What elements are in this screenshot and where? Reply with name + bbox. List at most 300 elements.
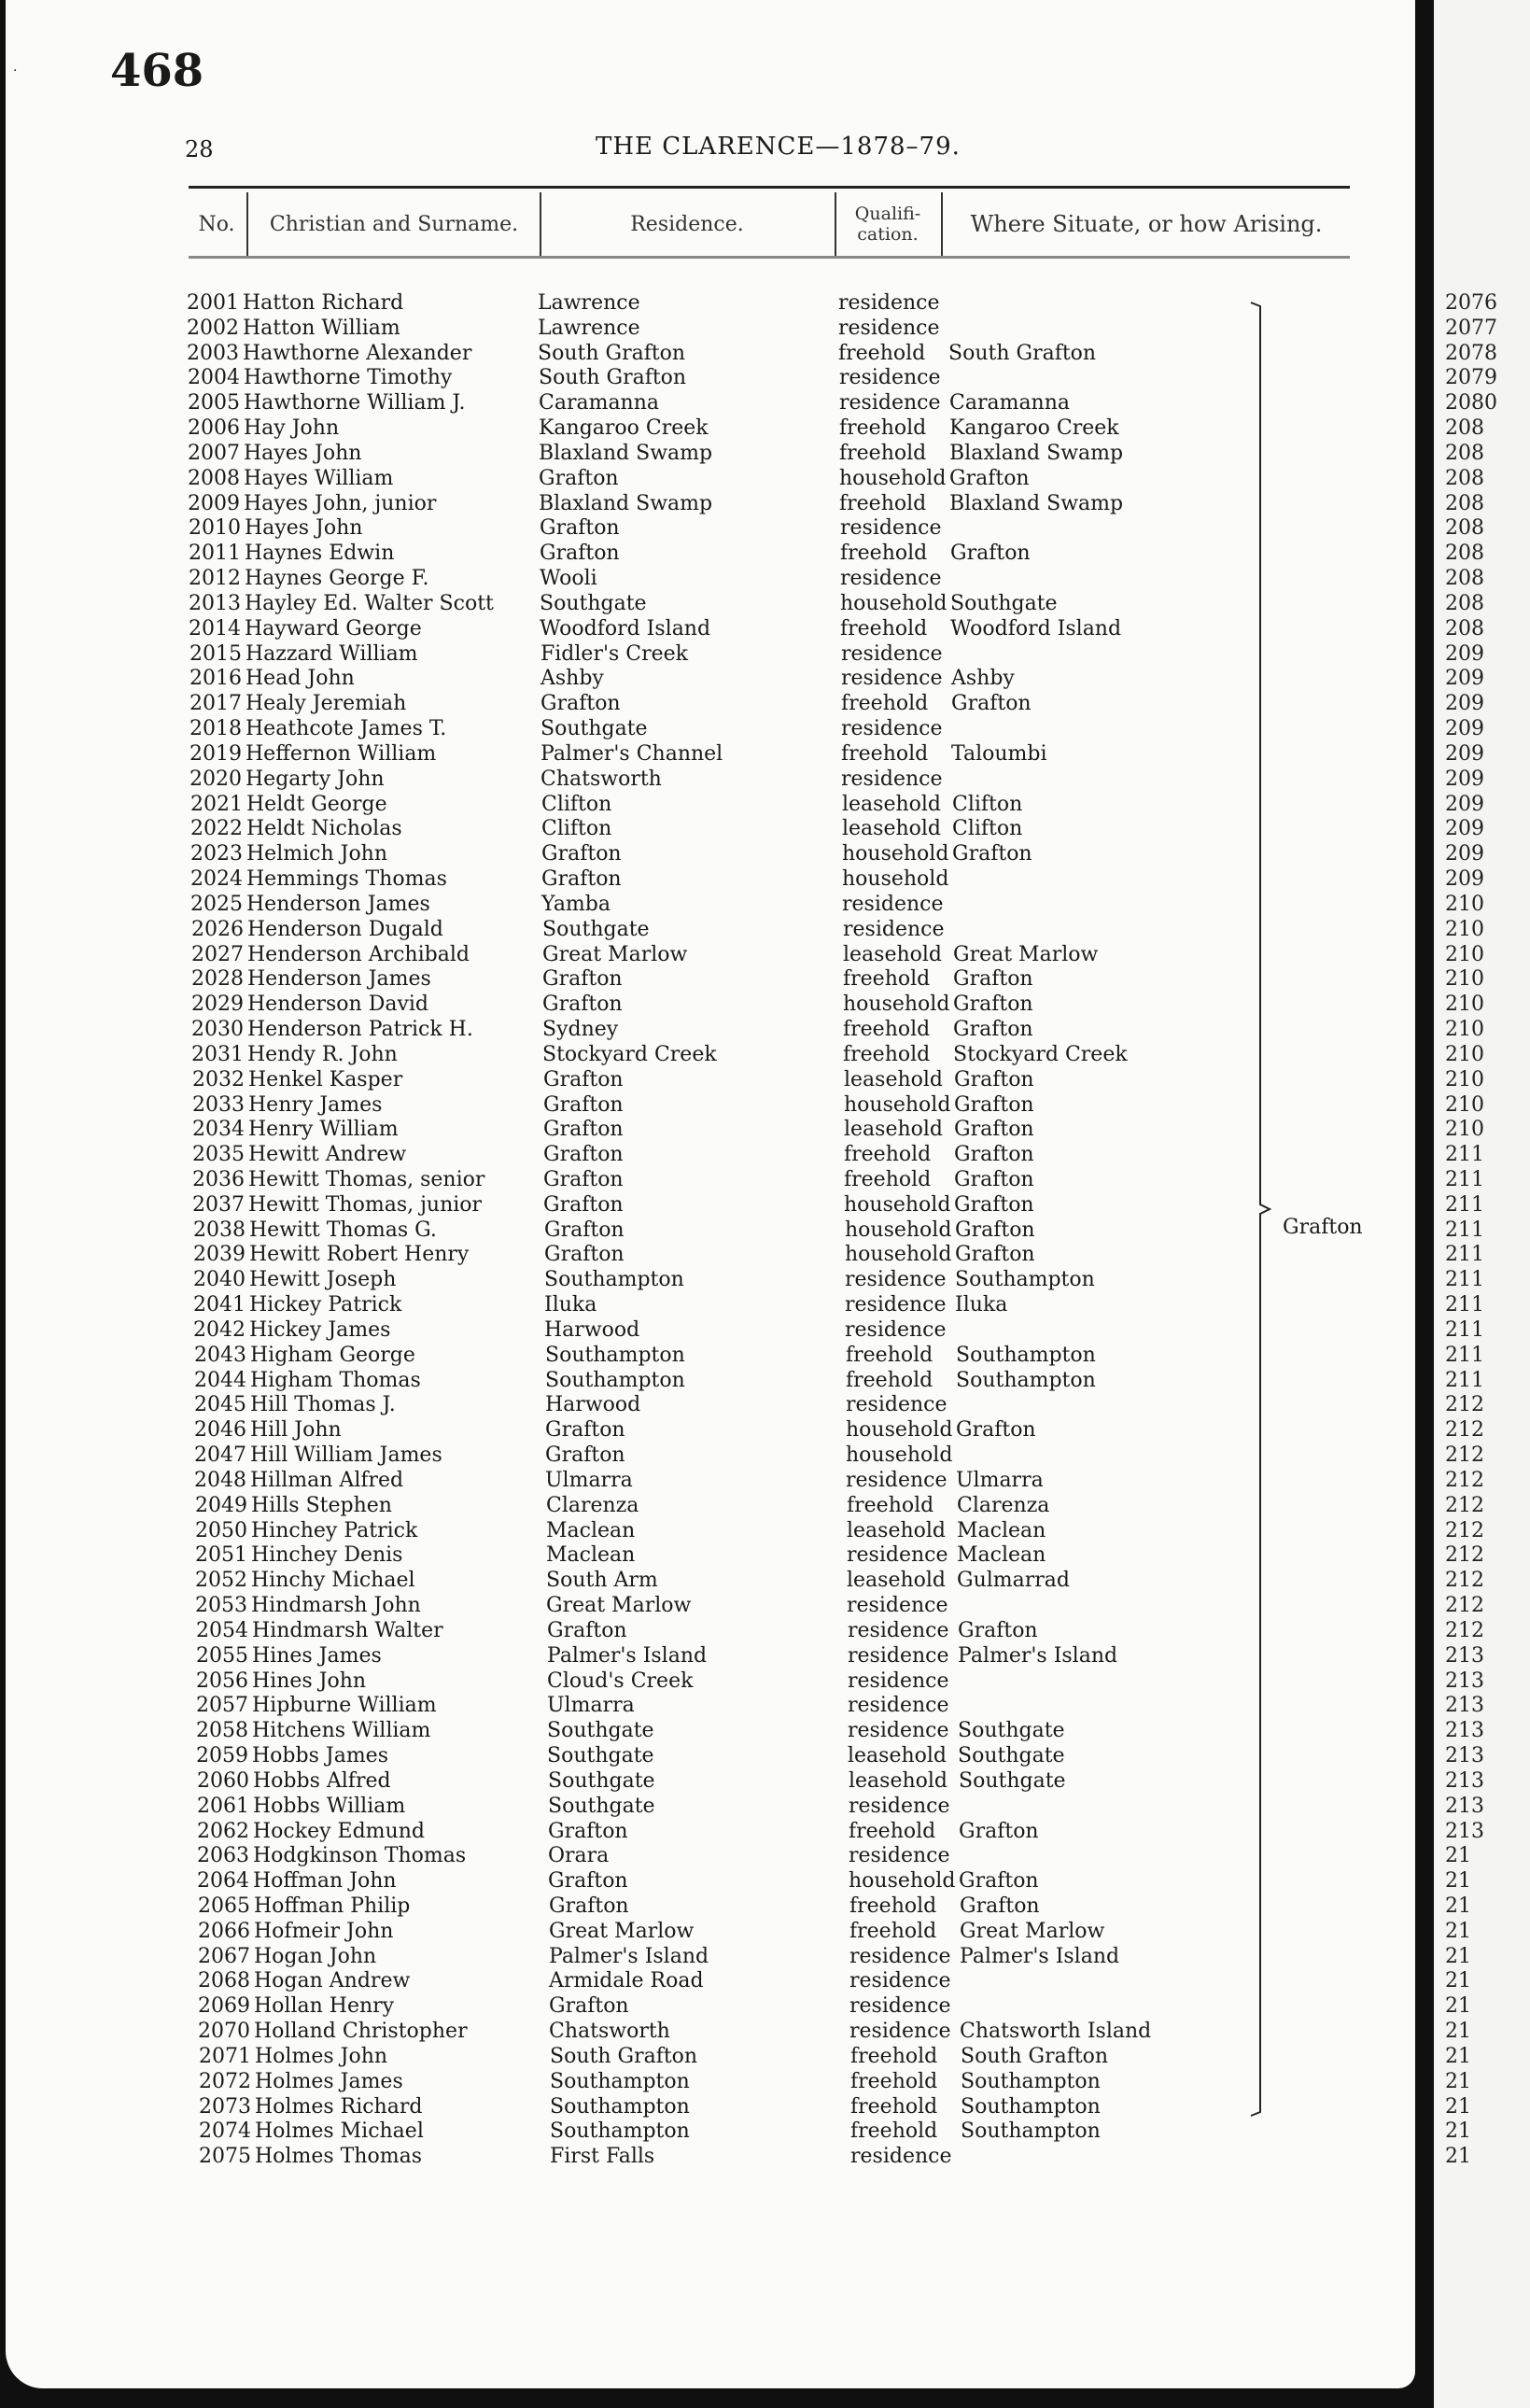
row-name: Hines James <box>252 1643 382 1668</box>
facing-page-number: 209 <box>1445 692 1484 716</box>
row-name: Hill William James <box>250 1443 442 1468</box>
row-residence: Chatsworth <box>540 767 662 791</box>
row-residence: Grafton <box>543 1143 624 1167</box>
row-qualification: residence <box>847 1543 948 1568</box>
table-row <box>6 1519 1406 1544</box>
row-name: Hayward George <box>245 616 422 641</box>
row-name: Holmes Richard <box>255 2094 423 2119</box>
row-residence: South Grafton <box>550 2044 698 2068</box>
register-page <box>6 0 1415 2388</box>
row-residence: Palmer's Channel <box>540 741 723 766</box>
row-number: 2035 <box>192 1143 245 1167</box>
table-row <box>6 1369 1406 1394</box>
facing-page-number: 21 <box>1445 1969 1471 1993</box>
row-name: Hendy R. John <box>247 1042 398 1066</box>
table-row <box>6 918 1406 943</box>
row-name: Hewitt Joseph <box>249 1268 397 1292</box>
row-qualification: household <box>842 867 949 892</box>
row-number: 2032 <box>192 1067 245 1091</box>
row-residence: Grafton <box>541 867 622 892</box>
facing-page-number: 208 <box>1445 542 1484 566</box>
table-row <box>6 2095 1406 2120</box>
table-row <box>6 1143 1406 1168</box>
facing-page-number: 21 <box>1445 1844 1471 1868</box>
table-row <box>6 516 1406 542</box>
row-number: 2020 <box>189 767 242 791</box>
row-number: 2023 <box>190 842 243 866</box>
facing-page-number: 212 <box>1445 1443 1484 1468</box>
row-name: Hill John <box>250 1418 342 1443</box>
table-row <box>6 642 1406 668</box>
row-name: Henderson Dugald <box>247 917 443 941</box>
row-residence: Grafton <box>543 1167 624 1191</box>
row-where-situate: Grafton <box>954 1118 1034 1142</box>
row-qualification: household <box>849 1869 956 1894</box>
row-number: 2055 <box>196 1643 248 1668</box>
row-residence: Maclean <box>546 1518 636 1542</box>
right-brace <box>1249 301 1286 2118</box>
table-row <box>6 366 1406 391</box>
row-name: Hewitt Thomas, senior <box>248 1167 485 1191</box>
row-where-situate: Southampton <box>955 1268 1095 1292</box>
row-name: Hawthorne Timothy <box>244 366 453 390</box>
row-qualification: residence <box>841 667 943 691</box>
facing-page-number: 211 <box>1445 1343 1484 1367</box>
row-residence: First Falls <box>550 2145 655 2169</box>
row-number: 2043 <box>194 1343 246 1367</box>
row-name: Hill Thomas J. <box>250 1393 396 1417</box>
facing-page-number: 211 <box>1445 1368 1484 1392</box>
facing-page-number: 209 <box>1445 867 1484 892</box>
row-name: Hayes William <box>244 466 394 490</box>
column-header-name: Christian and Surname. <box>269 212 519 236</box>
table-row <box>6 391 1406 416</box>
row-residence: Kangaroo Creek <box>539 416 709 441</box>
table-row <box>6 717 1406 742</box>
row-name: Hinchey Patrick <box>251 1518 418 1542</box>
table-row <box>6 1669 1406 1695</box>
row-qualification: residence <box>849 1994 951 2019</box>
row-residence: Wooli <box>540 567 597 591</box>
table-row <box>6 943 1406 968</box>
row-qualification: residence <box>842 892 944 916</box>
row-qualification: freehold <box>850 2094 938 2119</box>
row-number: 2064 <box>197 1869 249 1894</box>
row-qualification: freehold <box>846 1368 933 1392</box>
facing-page-number: 21 <box>1445 1869 1471 1894</box>
row-number: 2005 <box>188 391 240 415</box>
row-qualification: freehold <box>840 542 928 566</box>
row-where-situate: Palmer's Island <box>958 1643 1118 1668</box>
row-where-situate: Grafton <box>954 1143 1034 1167</box>
row-residence: Southgate <box>540 591 647 615</box>
row-number: 2008 <box>188 466 240 490</box>
table-row <box>6 1168 1406 1193</box>
facing-page-number: 210 <box>1445 1067 1484 1091</box>
row-name: Hawthorne William J. <box>244 391 466 415</box>
row-where-situate: Grafton <box>954 1092 1034 1117</box>
facing-page-number: 209 <box>1445 717 1484 741</box>
row-number: 2071 <box>199 2044 251 2068</box>
facing-page-number: 209 <box>1445 817 1484 841</box>
row-residence: Harwood <box>544 1317 640 1342</box>
table-row <box>6 692 1406 717</box>
row-residence: Southampton <box>544 1268 684 1292</box>
row-qualification: freehold <box>843 1042 931 1066</box>
row-name: Henderson James <box>247 967 431 992</box>
row-residence: Grafton <box>543 1118 624 1142</box>
row-number: 2013 <box>189 591 241 615</box>
row-number: 2045 <box>194 1393 246 1417</box>
row-number: 2056 <box>196 1669 248 1693</box>
facing-page-number: 21 <box>1445 1944 1471 1968</box>
facing-page-number: 2080 <box>1445 391 1497 415</box>
facing-page-number: 213 <box>1445 1694 1484 1718</box>
row-residence: Southgate <box>547 1744 654 1768</box>
row-number: 2009 <box>188 491 240 515</box>
row-number: 2028 <box>191 967 244 992</box>
row-residence: Grafton <box>544 1243 625 1267</box>
table-row <box>6 1443 1406 1469</box>
row-qualification: residence <box>838 291 940 315</box>
row-number: 2003 <box>187 341 239 365</box>
row-where-situate: Southgate <box>958 1719 1065 1743</box>
facing-page-number: 209 <box>1445 641 1484 666</box>
facing-page-number: 211 <box>1445 1268 1484 1292</box>
row-residence: South Grafton <box>538 341 686 365</box>
row-qualification: residence <box>845 1268 947 1292</box>
row-name: Henry James <box>248 1092 383 1117</box>
table-row <box>6 1969 1406 1994</box>
row-name: Hofmeir John <box>254 1919 394 1943</box>
row-residence: Palmer's Island <box>547 1643 708 1668</box>
row-qualification: freehold <box>849 1819 936 1843</box>
facing-page-edge <box>1434 0 1530 2408</box>
row-where-situate: Caramanna <box>949 391 1071 415</box>
row-name: Hayes John <box>244 441 362 465</box>
row-qualification: freehold <box>839 491 927 515</box>
row-number: 2075 <box>199 2145 251 2169</box>
row-number: 2036 <box>192 1167 245 1191</box>
row-residence: Great Marlow <box>546 1594 692 1618</box>
row-residence: Grafton <box>543 1192 624 1217</box>
row-number: 2027 <box>191 942 244 966</box>
row-where-situate: Grafton <box>960 1894 1040 1918</box>
row-where-situate: Clifton <box>952 792 1023 816</box>
column-header-residence: Residence. <box>630 212 744 236</box>
table-row <box>6 1769 1406 1795</box>
row-residence: Lawrence <box>538 316 640 340</box>
row-name: Henderson James <box>246 892 430 916</box>
row-qualification: freehold <box>846 1343 933 1367</box>
row-where-situate: Blaxland Swamp <box>949 441 1124 465</box>
row-qualification: residence <box>840 516 942 541</box>
table-row <box>6 793 1406 818</box>
table-row <box>6 1795 1406 1820</box>
row-qualification: residence <box>846 1468 947 1492</box>
row-residence: Chatsworth <box>549 2020 670 2044</box>
row-number: 2038 <box>193 1218 246 1242</box>
facing-page-number: 209 <box>1445 741 1484 766</box>
table-row <box>6 1193 1406 1218</box>
row-number: 2054 <box>196 1618 248 1642</box>
row-qualification: household <box>839 466 947 490</box>
table-row <box>6 416 1406 442</box>
row-residence: Southampton <box>550 2119 690 2144</box>
row-name: Hindmarsh John <box>251 1594 421 1618</box>
facing-page-number: 210 <box>1445 1118 1484 1142</box>
row-name: Hemmings Thomas <box>246 867 447 892</box>
row-where-situate: Kangaroo Creek <box>949 416 1119 441</box>
row-where-situate: Grafton <box>953 967 1033 992</box>
row-residence: Yamba <box>541 892 611 916</box>
table-row <box>6 1894 1406 1920</box>
row-residence: Stockyard Creek <box>542 1042 717 1066</box>
table-row <box>6 1694 1406 1719</box>
row-name: Hollan Henry <box>254 1994 395 2019</box>
facing-page-number: 2076 <box>1445 291 1497 315</box>
page-number: 468 <box>110 45 204 97</box>
row-number: 2047 <box>194 1443 246 1468</box>
table-row <box>6 742 1406 767</box>
row-name: Hitchens William <box>252 1719 431 1743</box>
row-qualification: residence <box>843 917 945 941</box>
facing-page-number: 210 <box>1445 892 1484 916</box>
row-name: Holmes Thomas <box>255 2145 422 2169</box>
facing-page-number: 211 <box>1445 1243 1484 1267</box>
row-residence: Iluka <box>544 1293 597 1317</box>
row-number: 2025 <box>190 892 243 916</box>
facing-page-number: 210 <box>1445 942 1484 966</box>
facing-page-number: 210 <box>1445 967 1484 992</box>
row-number: 2001 <box>187 291 239 315</box>
facing-page-number: 21 <box>1445 2069 1471 2093</box>
row-name: Hawthorne Alexander <box>243 341 472 365</box>
facing-page-number: 21 <box>1445 2020 1471 2044</box>
row-residence: Grafton <box>539 466 619 490</box>
row-where-situate: Ashby <box>951 667 1015 691</box>
row-number: 2006 <box>188 416 240 441</box>
row-qualification: residence <box>848 1694 949 1718</box>
row-number: 2065 <box>198 1894 250 1918</box>
row-name: Hinchey Denis <box>251 1543 403 1568</box>
table-row <box>6 1118 1406 1143</box>
row-where-situate: Grafton <box>954 1192 1034 1217</box>
row-number: 2039 <box>193 1243 246 1267</box>
row-name: Healy Jeremiah <box>246 692 407 716</box>
row-qualification: household <box>846 1443 953 1468</box>
row-name: Hegarty John <box>246 767 385 791</box>
row-name: Hogan Andrew <box>254 1969 411 1993</box>
table-row <box>6 2020 1406 2045</box>
facing-page-number: 2077 <box>1445 316 1497 340</box>
row-qualification: freehold <box>844 1143 932 1167</box>
row-residence: Palmer's Island <box>549 1944 709 1968</box>
row-name: Heldt Nicholas <box>246 817 402 841</box>
row-qualification: residence <box>848 1618 949 1642</box>
row-name: Hills Stephen <box>251 1493 392 1517</box>
table-row <box>6 442 1406 467</box>
facing-page-number: 212 <box>1445 1468 1484 1492</box>
table-row <box>6 1318 1406 1344</box>
facing-page-number: 209 <box>1445 767 1484 791</box>
row-number: 2034 <box>192 1118 245 1142</box>
row-residence: Lawrence <box>538 291 640 315</box>
row-qualification: leasehold <box>847 1569 947 1593</box>
facing-page-number: 212 <box>1445 1393 1484 1417</box>
row-number: 2041 <box>193 1293 246 1317</box>
row-qualification: leasehold <box>849 1768 948 1793</box>
row-residence: Grafton <box>547 1618 627 1642</box>
facing-page-number: 209 <box>1445 842 1484 866</box>
column-header-qualification: Qualifi- cation. <box>854 204 921 245</box>
table-row <box>6 342 1406 367</box>
row-qualification: leasehold <box>843 942 943 966</box>
row-where-situate: Grafton <box>953 1018 1033 1042</box>
facing-page-number: 21 <box>1445 2094 1471 2119</box>
row-residence: Ulmarra <box>545 1468 633 1492</box>
row-number: 2073 <box>199 2094 251 2119</box>
row-name: Helmich John <box>246 842 388 866</box>
row-qualification: freehold <box>840 616 928 641</box>
facing-page-number: 210 <box>1445 1018 1484 1042</box>
table-row <box>6 1068 1406 1093</box>
table-row <box>6 1994 1406 2020</box>
row-qualification: leasehold <box>844 1118 944 1142</box>
facing-page-number: 208 <box>1445 466 1484 490</box>
row-residence: Grafton <box>540 516 620 541</box>
table-row <box>6 291 1406 317</box>
page-mark: · <box>13 63 18 78</box>
row-where-situate: Ulmarra <box>956 1468 1044 1492</box>
row-where-situate: Taloumbi <box>951 741 1047 766</box>
table-row <box>6 1820 1406 1845</box>
facing-page-number: 212 <box>1445 1569 1484 1593</box>
row-number: 2060 <box>197 1768 249 1793</box>
facing-page-number: 2079 <box>1445 366 1497 390</box>
row-name: Hoffman John <box>253 1869 397 1894</box>
row-name: Hazzard William <box>246 641 418 666</box>
facing-page-number: 210 <box>1445 993 1484 1017</box>
row-where-situate: Grafton <box>954 1167 1034 1191</box>
row-qualification: residence <box>841 767 943 791</box>
header-bottom-rule <box>189 256 1350 259</box>
row-where-situate: Southampton <box>956 1368 1096 1392</box>
facing-page-number: 212 <box>1445 1418 1484 1443</box>
row-where-situate: Clifton <box>952 817 1023 841</box>
row-where-situate: Southampton <box>961 2119 1101 2144</box>
row-where-situate: Grafton <box>955 1218 1035 1242</box>
row-where-situate: Grafton <box>959 1819 1039 1843</box>
row-residence: South Grafton <box>539 366 687 390</box>
column-number: 28 <box>185 136 214 162</box>
table-row <box>6 542 1406 567</box>
row-number: 2068 <box>198 1969 250 1993</box>
facing-page-number: 212 <box>1445 1618 1484 1642</box>
table-row <box>6 592 1406 617</box>
row-where-situate: South Grafton <box>961 2044 1109 2068</box>
table-row <box>6 2070 1406 2095</box>
row-where-situate: Great Marlow <box>953 942 1099 966</box>
row-qualification: residence <box>838 316 940 340</box>
row-number: 2066 <box>198 1919 250 1943</box>
row-residence: Southampton <box>545 1368 685 1392</box>
table-row <box>6 1594 1406 1619</box>
row-residence: Blaxland Swamp <box>539 491 713 515</box>
row-qualification: leasehold <box>842 817 942 841</box>
row-where-situate: Grafton <box>959 1869 1039 1894</box>
table-row <box>6 1393 1406 1418</box>
facing-page-number: 211 <box>1445 1317 1484 1342</box>
row-name: Holland Christopher <box>254 2020 468 2044</box>
row-where-situate: Great Marlow <box>960 1919 1105 1943</box>
row-number: 2026 <box>191 917 244 941</box>
row-qualification: residence <box>841 641 943 666</box>
row-name: Hewitt Thomas G. <box>249 1218 437 1242</box>
facing-page-numbers <box>1445 291 1497 2170</box>
row-number: 2022 <box>190 817 243 841</box>
row-qualification: residence <box>848 1669 949 1693</box>
row-qualification: freehold <box>841 741 929 766</box>
row-qualification: residence <box>849 1944 951 1968</box>
row-number: 2067 <box>198 1944 250 1968</box>
row-number: 2037 <box>192 1192 245 1217</box>
table-row <box>6 867 1406 893</box>
row-name: Heldt George <box>246 792 387 816</box>
row-name: Henderson Archibald <box>247 942 470 966</box>
row-name: Henderson David <box>247 993 428 1017</box>
facing-page-number: 209 <box>1445 667 1484 691</box>
row-residence: Harwood <box>545 1393 641 1417</box>
row-qualification: household <box>842 842 949 866</box>
row-residence: Grafton <box>543 1067 624 1091</box>
row-residence: Grafton <box>540 542 620 566</box>
row-name: Hockey Edmund <box>253 1819 425 1843</box>
row-number: 2014 <box>189 616 241 641</box>
row-number: 2046 <box>194 1418 246 1443</box>
row-qualification: freehold <box>843 1018 931 1042</box>
row-residence: Great Marlow <box>549 1919 695 1943</box>
row-where-situate: Grafton <box>956 1418 1036 1443</box>
row-residence: Sydney <box>542 1018 619 1042</box>
row-name: Henry William <box>248 1118 399 1142</box>
row-qualification: freehold <box>839 416 927 441</box>
row-number: 2072 <box>199 2069 251 2093</box>
row-residence: Southampton <box>545 1343 685 1367</box>
row-name: Hobbs William <box>253 1794 406 1818</box>
row-name: Hickey James <box>249 1317 391 1342</box>
row-qualification: household <box>840 591 947 615</box>
row-residence: Grafton <box>544 1218 625 1242</box>
row-number: 2052 <box>195 1569 247 1593</box>
row-name: Hobbs James <box>252 1744 388 1768</box>
row-residence: Southgate <box>542 917 650 941</box>
row-residence: Grafton <box>548 1869 628 1894</box>
facing-page-number: 208 <box>1445 491 1484 515</box>
row-residence: Grafton <box>543 1092 624 1117</box>
row-number: 2016 <box>189 667 242 691</box>
row-where-situate: Grafton <box>954 1067 1034 1091</box>
facing-page-number: 21 <box>1445 1919 1471 1943</box>
row-qualification: residence <box>845 1317 947 1342</box>
table-row <box>6 1469 1406 1494</box>
row-qualification: freehold <box>850 2119 938 2144</box>
row-where-situate: Southgate <box>959 1768 1066 1793</box>
row-name: Hatton William <box>243 316 400 340</box>
row-qualification: freehold <box>849 1894 937 1918</box>
row-name: Head John <box>246 667 355 691</box>
row-name: Holmes Michael <box>255 2119 424 2144</box>
